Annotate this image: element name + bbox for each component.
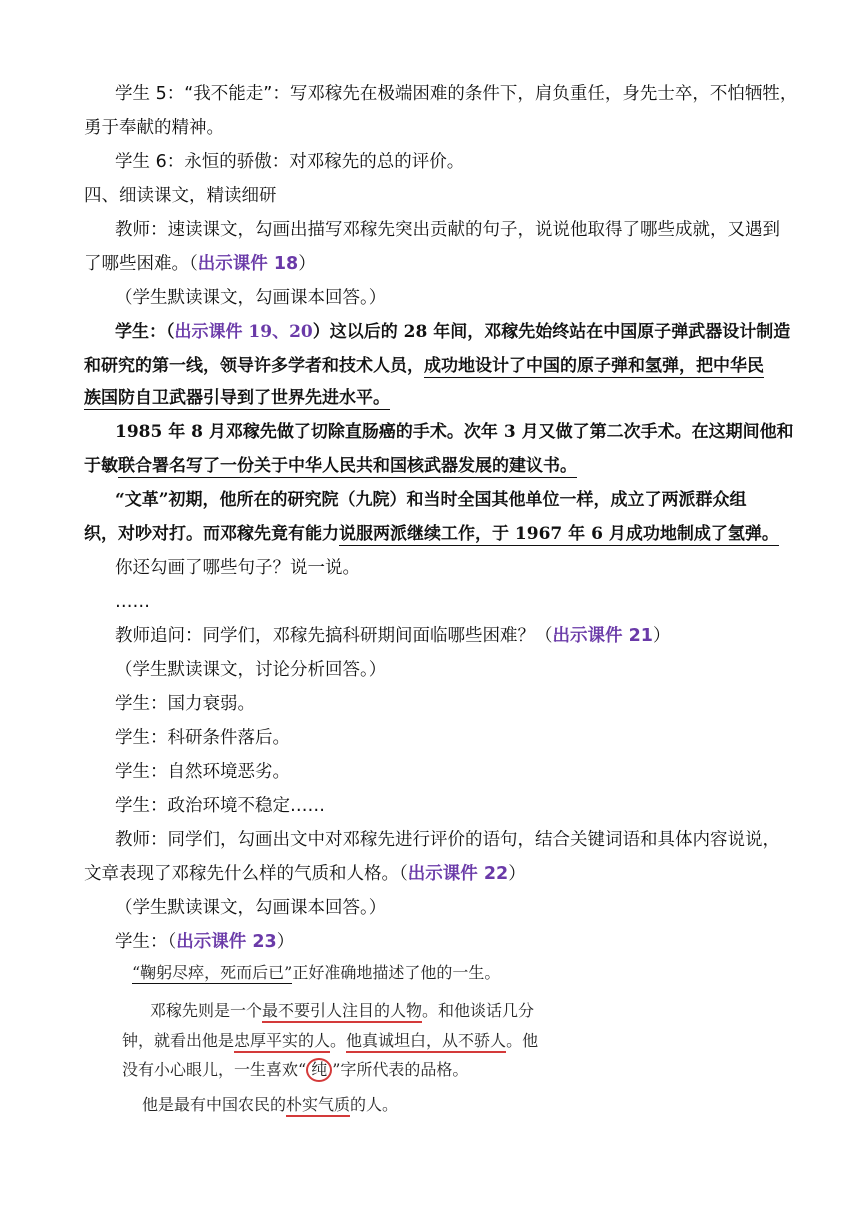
red-underlined-phrase: 忠厚平实的人 bbox=[234, 1031, 330, 1053]
student-silent-read-note: （学生默读课文，勾画课本回答。） bbox=[115, 288, 387, 308]
red-underlined-phrase: 他真诚坦白，从不骄人 bbox=[346, 1031, 506, 1053]
excerpt-line2: 邓稼先则是一个最不要引人注目的人物。和他谈话几分 bbox=[150, 1000, 534, 1022]
red-underlined-phrase: 朴实气质 bbox=[286, 1095, 350, 1117]
paragraph-student5-line2: 勇于奉献的精神。 bbox=[84, 118, 224, 138]
underlined-sentence: 成功地设计了中国的原子弹和氢弹，把中华民 bbox=[424, 356, 764, 376]
excerpt-line4: 没有小心眼儿，一生喜欢“ 纯 ”字所代表的品格。 bbox=[122, 1058, 468, 1082]
student-answer-3: 学生：自然环境恶劣。 bbox=[115, 762, 290, 782]
teacher-prompt-line1: 教师：速读课文，勾画出描写邓稼先突出贡献的句子，说说他取得了哪些成就，又遇到 bbox=[115, 220, 780, 240]
red-underlined-phrase: 最不要引人注目的人物 bbox=[262, 1001, 422, 1023]
question-more-sentences: 你还勾画了哪些句子？说一说。 bbox=[115, 558, 360, 578]
underlined-sentence: 联合署名写了一份关于中华人民共和国核武器发展的建议书。 bbox=[118, 456, 577, 476]
paragraph-student5-line1: 学生 5：“我不能走”：写邓稼先在极端困难的条件下，肩负重任，身先士卒，不怕牺牲， bbox=[115, 84, 798, 104]
paragraph-cultural-revolution-line2: 织，对吵对打。而邓稼先竟有能力说服两派继续工作，于 1967 年 6 月成功地制成了氢弹。 bbox=[84, 524, 779, 544]
student-answer-line1: 学生：（出示课件 19、20）这以后的 28 年间，邓稼先始终站在中国原子弹武器设计制造 bbox=[115, 322, 791, 342]
underlined-sentence: 族国防自卫武器引导到了世界先进水平。 bbox=[84, 388, 390, 408]
excerpt-line3: 钟，就看出他是忠厚平实的人。他真诚坦白，从不骄人。他 bbox=[122, 1030, 538, 1052]
courseware-ref: 出示课件 19、20 bbox=[174, 322, 313, 342]
underlined-phrase: “鞠躬尽瘁，死而后已” bbox=[132, 963, 293, 982]
student-answer-line2: 和研究的第一线，领导许多学者和技术人员，成功地设计了中国的原子弹和氢弹，把中华民 bbox=[84, 356, 764, 376]
circled-character: 纯 bbox=[306, 1058, 332, 1082]
student-answer-4: 学生：政治环境不稳定…… bbox=[115, 796, 325, 816]
teacher-prompt-line2: 了哪些困难。（出示课件 18） bbox=[84, 254, 316, 274]
courseware-ref: 出示课件 22 bbox=[407, 864, 509, 884]
courseware-ref: 出示课件 21 bbox=[552, 626, 653, 646]
paragraph-student6: 学生 6：永恒的骄傲：对邓稼先的总的评价。 bbox=[115, 152, 465, 172]
section-heading-4: 四、细读课文，精读细研 bbox=[84, 186, 277, 206]
paragraph-cultural-revolution-line1: “文革”初期，他所在的研究院（九院）和当时全国其他单位一样，成立了两派群众组 bbox=[115, 490, 747, 510]
ellipsis: …… bbox=[115, 592, 150, 612]
teacher-follow-up: 教师追问：同学们，邓稼先搞科研期间面临哪些困难？（出示课件 21） bbox=[115, 626, 671, 646]
paragraph-1985-line2: 于敏联合署名写了一份关于中华人民共和国核武器发展的建议书。 bbox=[84, 456, 577, 476]
student-silent-read-note-2: （学生默读课文，勾画课本回答。） bbox=[115, 898, 387, 918]
underlined-sentence: 说服两派继续工作，于 1967 年 6 月成功地制成了氢弹。 bbox=[339, 524, 779, 544]
student-answer-courseware23: 学生：（出示课件 23） bbox=[115, 932, 295, 952]
student-discuss-note: （学生默读课文，讨论分析回答。） bbox=[115, 660, 387, 680]
courseware-ref: 出示课件 23 bbox=[176, 932, 277, 952]
student-answer-1: 学生：国力衰弱。 bbox=[115, 694, 255, 714]
excerpt-line1: “鞠躬尽瘁，死而后已”正好准确地描述了他的一生。 bbox=[132, 963, 501, 982]
student-answer-line3 bbox=[84, 386, 390, 410]
courseware-ref: 出示课件 18 bbox=[197, 254, 299, 274]
teacher-evaluation-prompt-line1: 教师：同学们，勾画出文中对邓稼先进行评价的语句，结合关键词语和具体内容说说， bbox=[115, 830, 780, 850]
paragraph-1985-line1: 1985 年 8 月邓稼先做了切除直肠癌的手术。次年 3 月又做了第二次手术。在这期间他和 bbox=[115, 422, 794, 442]
excerpt-line5: 他是最有中国农民的朴实气质的人。 bbox=[142, 1094, 398, 1116]
student-answer-2: 学生：科研条件落后。 bbox=[115, 728, 290, 748]
teacher-evaluation-prompt-line2: 文章表现了邓稼先什么样的气质和人格。（出示课件 22） bbox=[84, 864, 526, 884]
